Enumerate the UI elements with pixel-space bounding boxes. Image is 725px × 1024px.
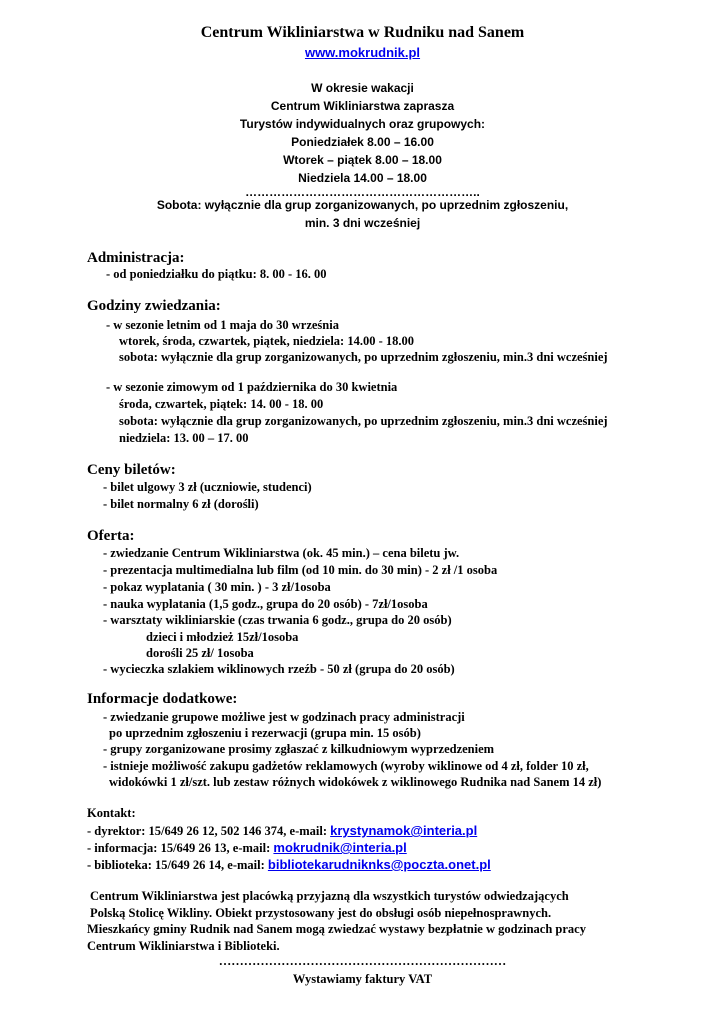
section-heading-ceny: Ceny biletów:	[87, 462, 176, 478]
hours-line: sobota: wyłącznie dla grup zorganizowanych, po uprzednim zgłoszeniu, min.3 dni wcześniej	[119, 414, 608, 428]
intro-line: Wtorek – piątek 8.00 – 18.00	[283, 153, 442, 167]
offer-line: - wycieczka szlakiem wiklinowych rzeźb - 50 zł (grupa do 20 osób)	[103, 662, 455, 676]
hours-line: sobota: wyłącznie dla grup zorganizowanych, po uprzednim zgłoszeniu, min.3 dni wcześniej	[119, 350, 608, 364]
hours-line: niedziela: 13. 00 – 17. 00	[119, 431, 249, 445]
footer-line: Centrum Wikliniarstwa i Biblioteki.	[87, 939, 280, 953]
email-link[interactable]: bibliotekarudniknks@poczta.onet.pl	[267, 857, 491, 872]
hours-line: wtorek, środa, czwartek, piątek, niedziela: 14.00 - 18.00	[119, 334, 414, 348]
intro-divider: …………………………………………………..	[245, 185, 480, 199]
email-link[interactable]: krystynamok@interia.pl	[330, 823, 478, 838]
intro-line: Sobota: wyłącznie dla grup zorganizowanych, po uprzednim zgłoszeniu,	[156, 198, 569, 212]
info-line: - grupy zorganizowane prosimy zgłaszać z kilkudniowym wyprzedzeniem	[103, 742, 495, 756]
intro-line: Niedziela 14.00 – 18.00	[298, 171, 427, 185]
footer-line: Polską Stolicę Wikliny. Obiekt przystosowany jest do obsługi osób niepełnosprawnych.	[90, 906, 552, 920]
document-title: Centrum Wikliniarstwa w Rudniku nad Sanem	[200, 24, 525, 41]
contact-label: - dyrektor: 15/649 26 12, 502 146 374, e-mail:	[87, 824, 331, 838]
email-link[interactable]: mokrudnik@interia.pl	[273, 840, 407, 855]
intro-line: Poniedziałek 8.00 – 16.00	[291, 135, 434, 149]
hours-line: środa, czwartek, piątek: 14. 00 - 18. 00	[119, 397, 324, 411]
offer-line: dzieci i młodzież 15zł/1osoba	[146, 630, 299, 644]
info-line: po uprzednim zgłoszeniu i rezerwacji (grupa min. 15 osób)	[109, 726, 421, 740]
contact-row-dyrektor	[87, 823, 477, 839]
footer-divider: ……………………………………………………………	[218, 954, 507, 968]
section-heading-godziny: Godziny zwiedzania:	[87, 298, 221, 314]
intro-line: min. 3 dni wcześniej	[304, 216, 421, 230]
offer-line: - nauka wyplatania (1,5 godz., grupa do 20 osób) - 7zł/1osoba	[103, 597, 428, 611]
intro-line: W okresie wakacji	[311, 81, 414, 95]
offer-line: - warsztaty wikliniarskie (czas trwania 6 godz., grupa do 20 osób)	[103, 613, 452, 627]
admin-line: - od poniedziałku do piątku: 8. 00 - 16. 00	[106, 267, 327, 281]
intro-line: Turystów indywidualnych oraz grupowych:	[239, 117, 486, 131]
section-heading-kontakt: Kontakt:	[87, 806, 136, 820]
offer-line: dorośli 25 zł/ 1osoba	[146, 646, 254, 660]
price-line: - bilet ulgowy 3 zł (uczniowie, studenci)	[103, 480, 312, 494]
website-link[interactable]: www.mokrudnik.pl	[304, 45, 421, 60]
contact-row-informacja	[87, 840, 407, 856]
offer-line: - zwiedzanie Centrum Wikliniarstwa (ok. 45 min.) – cena biletu jw.	[103, 546, 460, 560]
hours-line: - w sezonie zimowym od 1 października do 30 kwietnia	[106, 380, 398, 394]
price-line: - bilet normalny 6 zł (dorośli)	[103, 497, 259, 511]
footer-line: Mieszkańcy gminy Rudnik nad Sanem mogą zwiedzać wystawy bezpłatnie w godzinach pracy	[87, 922, 586, 936]
section-heading-oferta: Oferta:	[87, 528, 135, 544]
footer-line: Centrum Wikliniarstwa jest placówką przyjazną dla wszystkich turystów odwiedzających	[90, 889, 569, 903]
info-line: - istnieje możliwość zakupu gadżetów reklamowych (wyroby wiklinowe od 4 zł, folder 10 zł,	[103, 759, 589, 773]
hours-line: - w sezonie letnim od 1 maja do 30 września	[106, 318, 339, 332]
section-heading-administracja: Administracja:	[87, 250, 185, 266]
section-heading-informacje: Informacje dodatkowe:	[87, 691, 238, 707]
offer-line: - pokaz wyplatania ( 30 min. ) - 3 zł/1osoba	[103, 580, 331, 594]
info-line: widokówki 1 zł/szt. lub zestaw różnych widokówek z wiklinowego Rudnika nad Sanem 14 zł)	[109, 775, 602, 789]
info-line: - zwiedzanie grupowe możliwe jest w godzinach pracy administracji	[103, 710, 465, 724]
contact-row-biblioteka	[87, 857, 491, 873]
contact-label: - biblioteka: 15/649 26 14, e-mail:	[87, 858, 268, 872]
intro-line: Centrum Wikliniarstwa zaprasza	[270, 99, 455, 113]
offer-line: - prezentacja multimedialna lub film (od 10 min. do 30 min) - 2 zł /1 osoba	[103, 563, 498, 577]
contact-label: - informacja: 15/649 26 13, e-mail:	[87, 841, 274, 855]
vat-note: Wystawiamy faktury VAT	[292, 972, 433, 986]
